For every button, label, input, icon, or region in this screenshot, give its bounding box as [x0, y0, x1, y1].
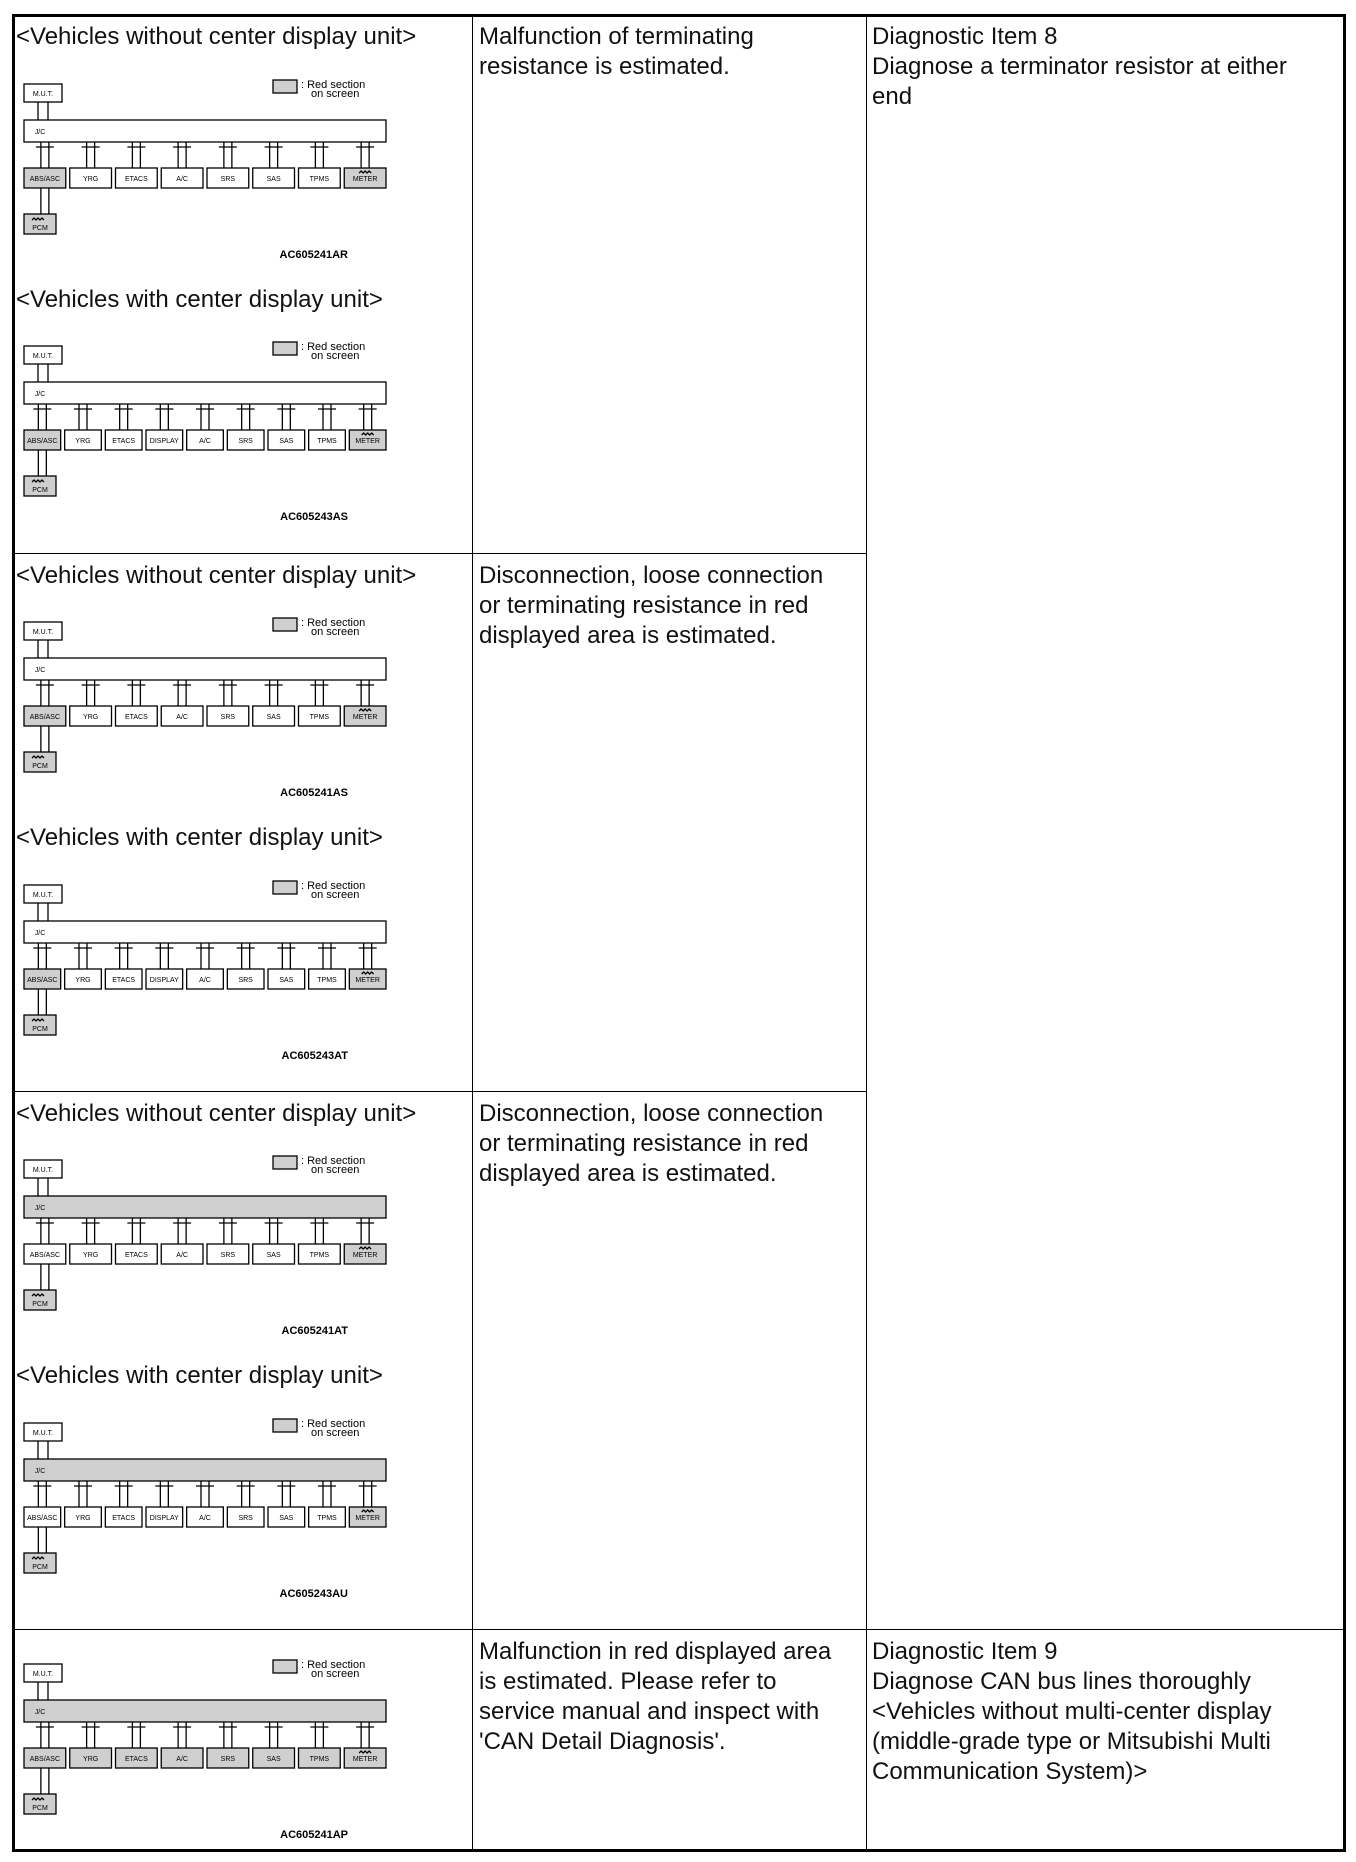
can-bus-svg	[18, 74, 398, 264]
figure-code: AC605241AS	[280, 787, 348, 799]
node-label-meter: METER	[352, 176, 378, 183]
legend-text: : Red section on screen	[301, 1659, 366, 1680]
can-diagram	[18, 612, 398, 802]
mut-label: M.U.T.	[32, 91, 54, 98]
pcm-label: PCM	[32, 1564, 48, 1571]
jc-label: J/C	[34, 1468, 46, 1475]
node-label-a-c: A/C	[176, 714, 188, 721]
node-label-tpms: TPMS	[309, 1252, 330, 1259]
pcm-label: PCM	[32, 487, 48, 494]
legend-swatch	[273, 881, 297, 894]
estimation-text: Malfunction of terminating resistance is estimated.	[479, 23, 754, 80]
node-label-sas: SAS	[279, 438, 294, 445]
legend-swatch	[273, 1419, 297, 1432]
diagram-subtitle: <Vehicles without center display unit>	[16, 23, 417, 50]
jc-label: J/C	[34, 930, 46, 937]
figure-code: AC605241AT	[281, 1325, 348, 1337]
mut-label: M.U.T.	[32, 353, 54, 360]
node-label-meter: METER	[352, 714, 378, 721]
node-label-meter: METER	[355, 977, 380, 984]
node-label-srs: SRS	[238, 438, 253, 445]
node-label-abs-asc: ABS/ASC	[29, 176, 61, 183]
diagram-subtitle: <Vehicles with center display unit>	[16, 1362, 383, 1389]
node-label-a-c: A/C	[176, 1252, 188, 1259]
node-label-sas: SAS	[266, 1756, 281, 1763]
can-bus-svg	[18, 1654, 398, 1844]
jc-bar	[24, 1196, 386, 1218]
mut-label: M.U.T.	[32, 629, 54, 636]
legend-text: : Red section on screen	[301, 1418, 366, 1439]
diagram-subtitle: <Vehicles without center display unit>	[16, 1100, 417, 1127]
can-bus-svg	[18, 612, 398, 802]
can-bus-svg	[18, 1413, 398, 1603]
legend-swatch	[273, 1156, 297, 1169]
column-divider-1	[472, 14, 473, 1852]
node-label-srs: SRS	[220, 1756, 236, 1763]
diagnostic-item: Diagnostic Item 8 Diagnose a terminator resistor at either end	[872, 23, 1287, 110]
node-label-srs: SRS	[238, 977, 253, 984]
legend-text: : Red section on screen	[301, 880, 366, 901]
figure-code: AC605241AP	[280, 1829, 348, 1841]
diagram-subtitle: <Vehicles with center display unit>	[16, 824, 383, 851]
figure-code: AC605243AU	[279, 1588, 348, 1600]
diagnostic-item: Diagnostic Item 9 Diagnose CAN bus lines thoroughly <Vehicles without multi-center display (middle-grade type or Mitsubishi Multi Communication System)>	[872, 1638, 1272, 1785]
can-bus-svg	[18, 1150, 398, 1340]
row-divider-2	[12, 1091, 866, 1092]
figure-code: AC605243AT	[281, 1050, 348, 1062]
node-label-yrg: YRG	[83, 176, 99, 183]
mut-label: M.U.T.	[32, 1671, 54, 1678]
pcm-label: PCM	[32, 1301, 48, 1308]
node-label-etacs: ETACS	[112, 977, 136, 984]
node-label-sas: SAS	[266, 714, 281, 721]
jc-bar	[24, 658, 386, 680]
estimation-text: Disconnection, loose connection or terminating resistance in red displayed area is estimated.	[479, 562, 824, 649]
can-bus-svg	[18, 336, 398, 526]
node-label-abs-asc: ABS/ASC	[27, 977, 58, 984]
node-label-etacs: ETACS	[124, 1252, 148, 1259]
node-label-tpms: TPMS	[309, 1756, 330, 1763]
node-label-a-c: A/C	[199, 977, 211, 984]
diagram-subtitle: <Vehicles with center display unit>	[16, 286, 383, 313]
row-divider-1	[12, 553, 866, 554]
node-label-a-c: A/C	[199, 438, 211, 445]
diagram-subtitle: <Vehicles without center display unit>	[16, 562, 417, 589]
mut-label: M.U.T.	[32, 1167, 54, 1174]
row-divider-3	[12, 1629, 1346, 1630]
node-label-meter: METER	[355, 438, 380, 445]
node-label-abs-asc: ABS/ASC	[29, 1252, 61, 1259]
node-label-srs: SRS	[220, 714, 236, 721]
node-label-yrg: YRG	[83, 1252, 99, 1259]
node-label-a-c: A/C	[176, 176, 188, 183]
can-diagram	[18, 336, 398, 526]
node-label-tpms: TPMS	[309, 714, 330, 721]
node-label-sas: SAS	[279, 977, 294, 984]
node-label-tpms: TPMS	[309, 176, 330, 183]
jc-label: J/C	[34, 1205, 46, 1212]
node-label-abs-asc: ABS/ASC	[29, 714, 61, 721]
node-label-etacs: ETACS	[124, 1756, 148, 1763]
figure-code: AC605241AR	[279, 249, 348, 261]
node-label-sas: SAS	[279, 1515, 294, 1522]
legend-swatch	[273, 618, 297, 631]
node-label-sas: SAS	[266, 176, 281, 183]
node-label-abs-asc: ABS/ASC	[27, 438, 58, 445]
node-label-yrg: YRG	[83, 714, 99, 721]
can-diagram	[18, 1654, 398, 1844]
node-label-etacs: ETACS	[124, 176, 148, 183]
legend-swatch	[273, 1660, 297, 1673]
jc-label: J/C	[34, 667, 46, 674]
node-label-srs: SRS	[238, 1515, 253, 1522]
node-label-abs-asc: ABS/ASC	[27, 1515, 58, 1522]
legend-text: : Red section on screen	[301, 341, 366, 362]
jc-label: J/C	[34, 1709, 46, 1716]
figure-code: AC605243AS	[280, 511, 348, 523]
node-label-sas: SAS	[266, 1252, 281, 1259]
node-label-etacs: ETACS	[112, 1515, 136, 1522]
jc-label: J/C	[34, 391, 46, 398]
node-label-yrg: YRG	[75, 1515, 91, 1522]
node-label-abs-asc: ABS/ASC	[29, 1756, 61, 1763]
jc-bar	[24, 1459, 386, 1481]
jc-bar	[24, 1700, 386, 1722]
mut-label: M.U.T.	[32, 1430, 54, 1437]
node-label-a-c: A/C	[176, 1756, 188, 1763]
node-label-srs: SRS	[220, 1252, 236, 1259]
node-label-yrg: YRG	[83, 1756, 99, 1763]
node-label-a-c: A/C	[199, 1515, 211, 1522]
legend-text: : Red section on screen	[301, 79, 366, 100]
node-label-display: DISPLAY	[149, 977, 179, 984]
node-label-srs: SRS	[220, 176, 236, 183]
can-diagram	[18, 1413, 398, 1603]
jc-bar	[24, 120, 386, 142]
legend-text: : Red section on screen	[301, 1155, 366, 1176]
can-diagram	[18, 1150, 398, 1340]
node-label-tpms: TPMS	[317, 1515, 337, 1522]
can-bus-svg	[18, 875, 398, 1065]
node-label-tpms: TPMS	[317, 438, 337, 445]
node-label-tpms: TPMS	[317, 977, 337, 984]
node-label-yrg: YRG	[75, 977, 91, 984]
node-label-yrg: YRG	[75, 438, 91, 445]
mut-label: M.U.T.	[32, 892, 54, 899]
pcm-label: PCM	[32, 763, 48, 770]
node-label-meter: METER	[352, 1252, 378, 1259]
pcm-label: PCM	[32, 1026, 48, 1033]
legend-swatch	[273, 342, 297, 355]
node-label-meter: METER	[352, 1756, 378, 1763]
node-label-etacs: ETACS	[124, 714, 148, 721]
node-label-display: DISPLAY	[149, 438, 179, 445]
node-label-display: DISPLAY	[149, 1515, 179, 1522]
can-diagram	[18, 74, 398, 264]
node-label-etacs: ETACS	[112, 438, 136, 445]
column-divider-2	[866, 14, 867, 1852]
can-diagram	[18, 875, 398, 1065]
jc-bar	[24, 382, 386, 404]
pcm-label: PCM	[32, 1805, 48, 1812]
jc-bar	[24, 921, 386, 943]
jc-label: J/C	[34, 129, 46, 136]
pcm-label: PCM	[32, 225, 48, 232]
estimation-text: Disconnection, loose connection or terminating resistance in red displayed area is estimated.	[479, 1100, 824, 1187]
node-label-meter: METER	[355, 1515, 380, 1522]
estimation-text: Malfunction in red displayed area is estimated. Please refer to service manual and inspect with 'CAN Detail Diagnosis'.	[479, 1638, 832, 1755]
legend-swatch	[273, 80, 297, 93]
legend-text: : Red section on screen	[301, 617, 366, 638]
